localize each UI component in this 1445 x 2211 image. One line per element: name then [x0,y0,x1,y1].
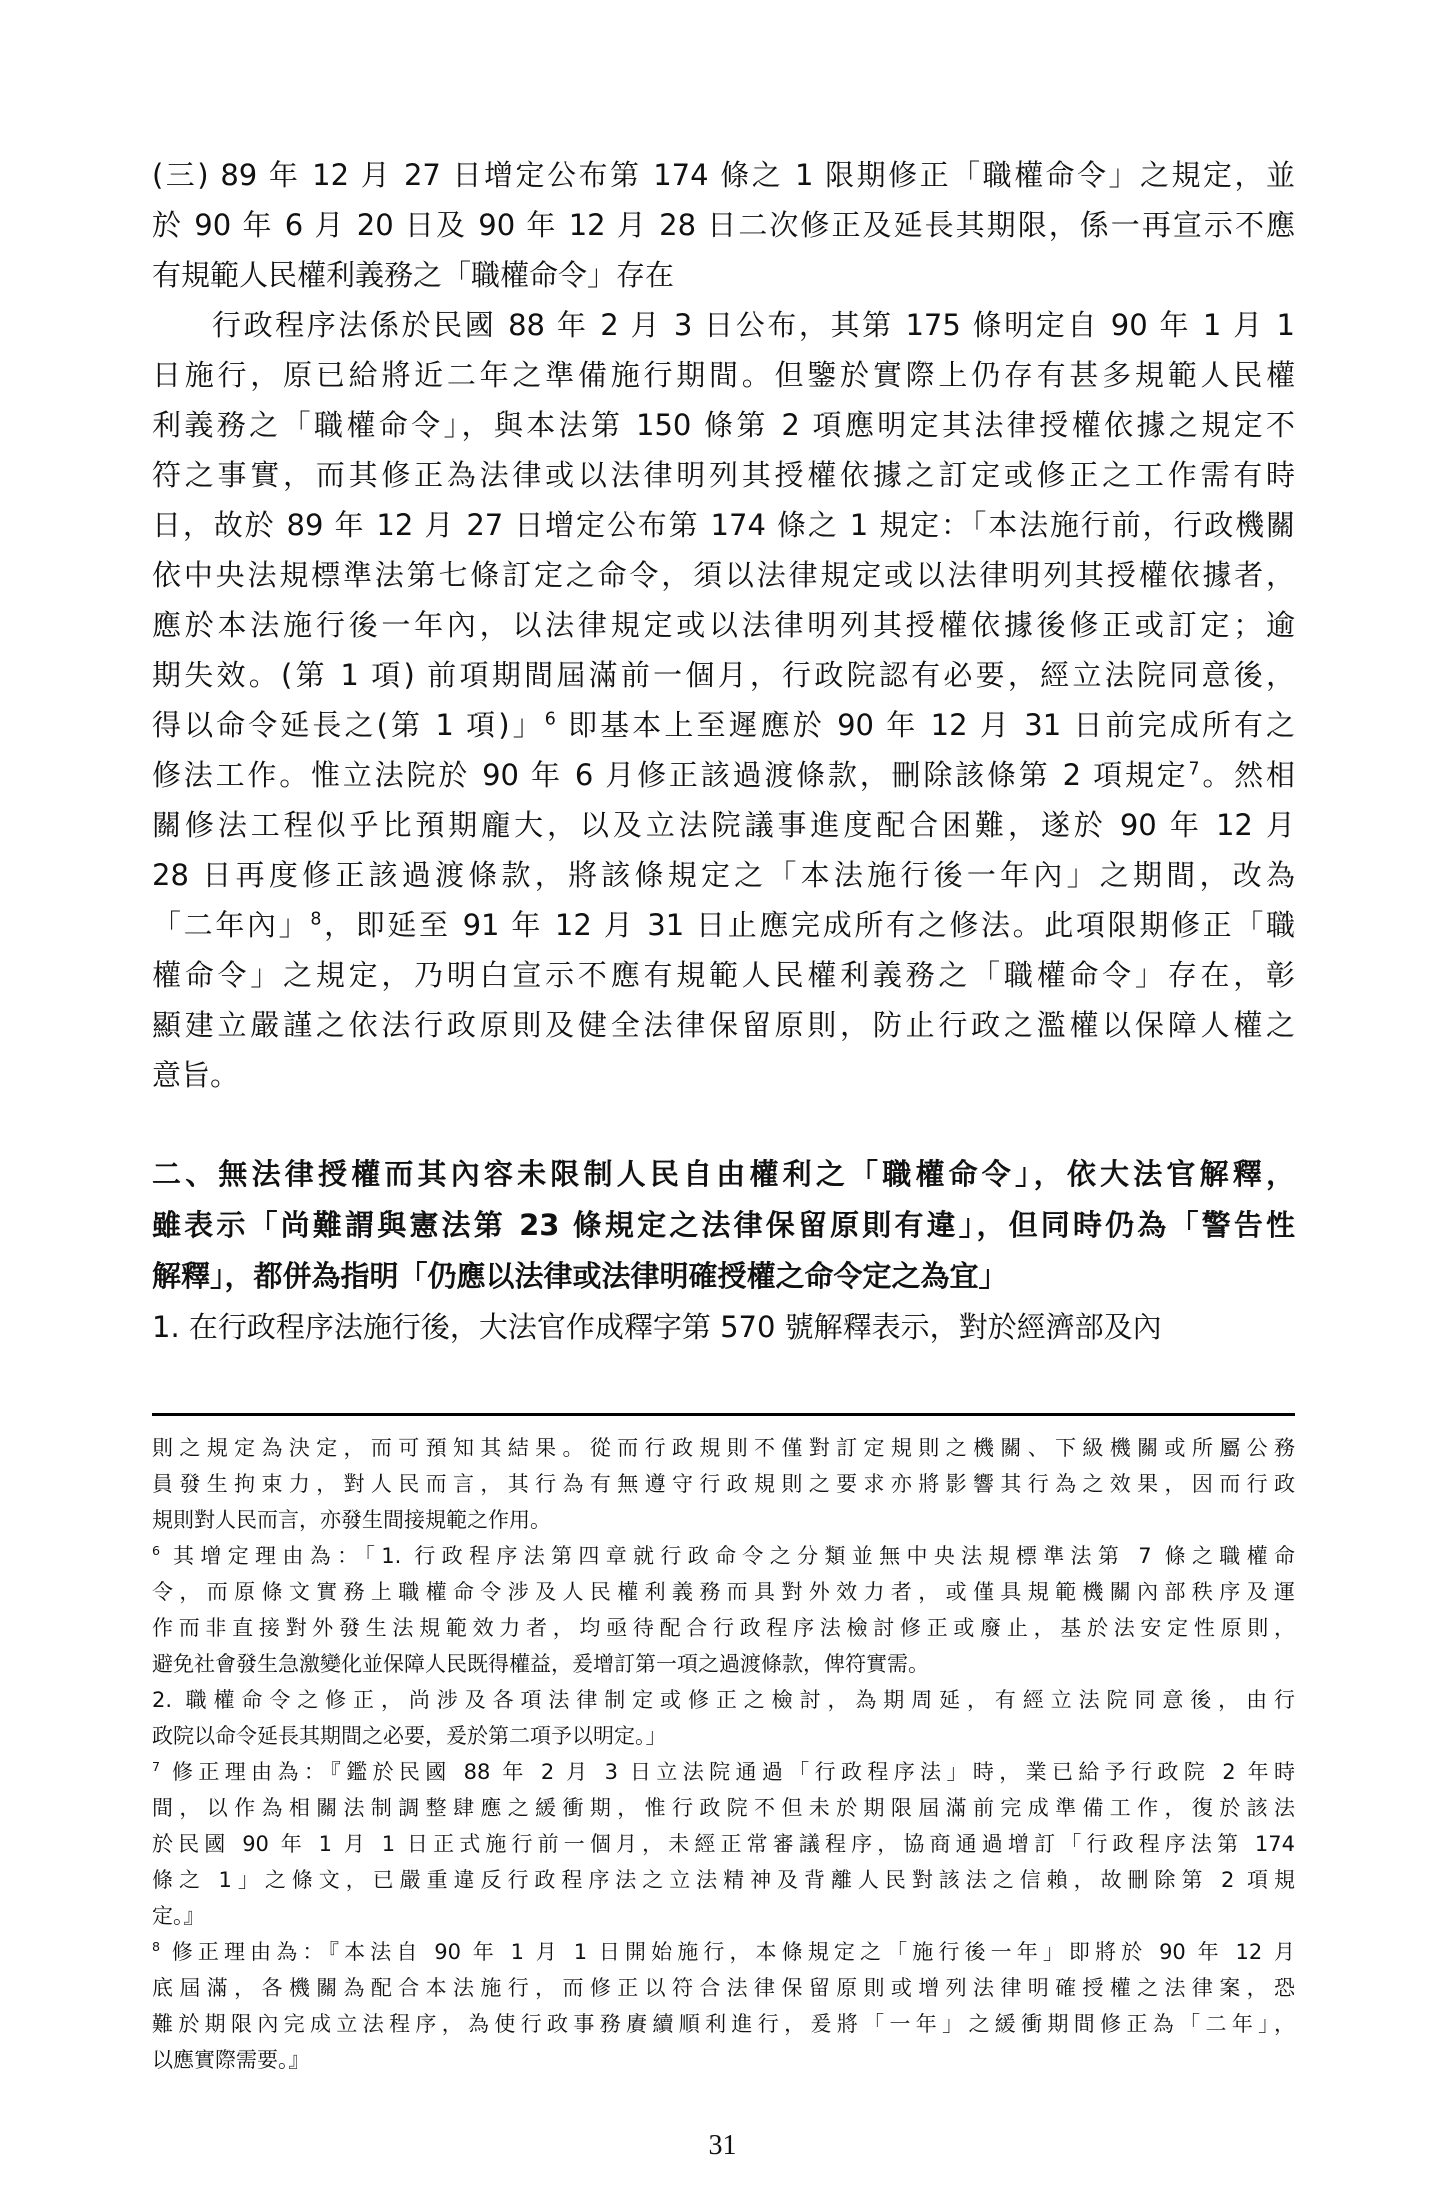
footnote-line: 間，以作為相關法制調整肆應之緩衝期，惟行政院不但未於期限屆滿前完成準備工作，復於該法 [152,1796,1295,1820]
text-segment: 。然相 [1199,758,1295,792]
text-segment: 修法工作。惟立法院於 90 年 6 月修正該過渡條款，刪除該條第 2 項規定 [152,758,1189,792]
text-line: 日，故於 89 年 12 月 27 日增定公布第 174 條之 1 規定：「本法施行前，行政機關 [152,508,1295,542]
footnote-line: 於民國 90 年 1 月 1 日正式施行前一個月，未經正常審議程序，協商通過增訂「行政程序法第 174 [152,1832,1295,1856]
text-line: 於 90 年 6 月 20 日及 90 年 12 月 28 日二次修正及延長其期限，係一再宣示不應 [152,208,1295,242]
text-line: (三) 89 年 12 月 27 日增定公布第 174 條之 1 限期修正「職權命令」之規定，並 [152,158,1295,192]
text-line: 意旨。 [152,1058,240,1092]
text-line: 期失效。(第 1 項) 前項期間屆滿前一個月，行政院認有必要，經立法院同意後， [152,658,1295,692]
footnote-reference: 8 [152,1939,161,1954]
text-segment: 其增定理由為：「1. 行政程序法第四章就行政命令之分類並無中央法規標準法第 7 條之職權命 [160,1544,1295,1568]
footnote-separator [152,1413,1295,1416]
footnote-line: 政院以命令延長其期間之必要，爰於第二項予以明定。」 [152,1724,667,1748]
footnote-line: 2. 職權命令之修正，尚涉及各項法律制定或修正之檢討，為期周延，有經立法院同意後，由行 [152,1688,1295,1712]
text-line: 關修法工程似乎比預期龐大，以及立法院議事進度配合困難，遂於 90 年 12 月 [152,808,1295,842]
text-line [152,1302,1295,1353]
text-line: 28 日再度修正該過渡條款，將該條規定之「本法施行後一年內」之期間，改為 [152,858,1295,892]
text-segment: 1. 在行政程序法施行後，大法官作成釋字第 570 號解釋表示，對於經濟部及內 [152,1310,1162,1344]
footnotes [152,1430,1295,2078]
footnote-reference: 6 [152,1543,161,1558]
text-line: 雖表示「尚難謂與憲法第 23 條規定之法律保留原則有違」，但同時仍為「警告性 [152,1208,1295,1242]
footnote-line: 作而非直接對外發生法規範效力者，均亟待配合行政程序法檢討修正或廢止，基於法安定性原則， [152,1616,1295,1640]
footnote-line: 則之規定為決定，而可預知其結果。從而行政規則不僅對訂定規則之機關、下級機關或所屬公務 [152,1436,1295,1460]
text-line: 權命令」之規定，乃明白宣示不應有規範人民權利義務之「職權命令」存在，彰 [152,958,1295,992]
text-line: 二、無法律授權而其內容未限制人民自由權利之「職權命令」，依大法官解釋， [152,1157,1295,1191]
text-line: 日施行，原已給將近二年之準備施行期間。但鑒於實際上仍存有甚多規範人民權 [152,358,1295,392]
text-segment: ，即延至 91 年 12 月 31 日止應完成所有之修法。此項限期修正「職 [321,908,1295,942]
text-line: 符之事實，而其修正為法律或以法律明列其授權依據之訂定或修正之工作需有時 [152,458,1295,492]
text-segment: 「二年內」 [152,908,311,942]
text-line: 有規範人民權利義務之「職權命令」存在 [152,258,675,292]
text-line: 顯建立嚴謹之依法行政原則及健全法律保留原則，防止行政之濫權以保障人權之 [152,1008,1295,1042]
footnote-line: 定。』 [152,1904,205,1928]
text-line [152,750,1295,800]
section-two [152,1149,1295,1353]
footnote-line: 規則對人民而言，亦發生間接規範之作用。 [152,1508,551,1532]
text-segment: 修正理由為：『鑑於民國 88 年 2 月 3 日立法院通過「行政程序法」時，業已給予行政院 2 年時 [160,1760,1295,1784]
footnote-line [152,1934,1295,1970]
footnote-reference: 7 [1188,759,1200,780]
text-line [152,700,1295,750]
text-segment: 修正理由為：『本法自 90 年 1 月 1 日開始施行，本條規定之「施行後一年」即將於 90 年 12 月 [160,1940,1295,1964]
footnote-line: 條之 1」之條文，已嚴重違反行政程序法之立法精神及背離人民對該法之信賴，故刪除第 2 項規 [152,1868,1295,1892]
footnote-line: 底屆滿，各機關為配合本法施行，而修正以符合法律保留原則或增列法律明確授權之法律案，恐 [152,1976,1295,2000]
footnote-line: 令，而原條文實務上職權命令涉及人民權利義務而具對外效力者，或僅具規範機關內部秩序及運 [152,1580,1295,1604]
footnote-line [152,1754,1295,1790]
footnote-line: 難於期限內完成立法程序，為使行政事務賡續順利進行，爰將「一年」之緩衝期間修正為「二年」， [152,2012,1295,2036]
text-line: 行政程序法係於民國 88 年 2 月 3 日公布，其第 175 條明定自 90 年 1 月 1 [212,308,1295,342]
footnote-reference: 6 [544,709,556,730]
footnote-line: 員發生拘束力，對人民而言，其行為有無遵守行政規則之要求亦將影響其行為之效果，因而行政 [152,1472,1295,1496]
footnote-line: 以應實際需要。』 [152,2048,310,2072]
footnote-reference: 8 [310,909,322,930]
text-line [152,900,1295,950]
text-line: 依中央法規標準法第七條訂定之命令，須以法律規定或以法律明列其授權依據者， [152,558,1295,592]
page-number: 31 [708,2130,737,2161]
footnote-line: 避免社會發生急激變化並保障人民既得權益，爰增訂第一項之過渡條款，俾符實需。 [152,1652,929,1676]
text-segment: 即基本上至遲應於 90 年 12 月 31 日前完成所有之 [555,708,1296,742]
text-segment: 得以命令延長之(第 1 項)」 [152,708,545,742]
text-line: 利義務之「職權命令」，與本法第 150 條第 2 項應明定其法律授權依據之規定不 [152,408,1295,442]
text-line: 應於本法施行後一年內，以法律規定或以法律明列其授權依據後修正或訂定；逾 [152,608,1295,642]
main-text [152,150,1295,1100]
text-line: 解釋」，都併為指明「仍應以法律或法律明確授權之命令定之為宜」 [152,1259,1008,1293]
footnote-reference: 7 [152,1759,161,1774]
footnote-line [152,1538,1295,1574]
